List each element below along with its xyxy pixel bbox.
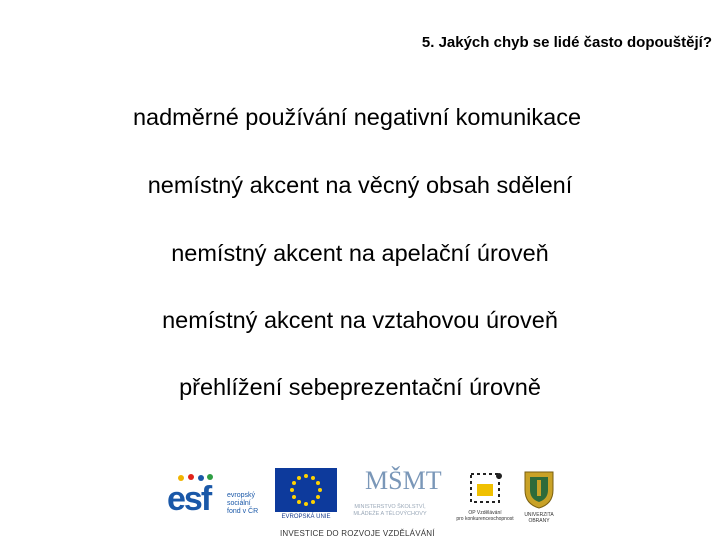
bullet-item: nemístný akcent na vztahovou úroveň — [162, 307, 558, 333]
uo-logo — [517, 468, 561, 524]
esf-logo — [165, 470, 270, 522]
shield-icon — [517, 468, 561, 510]
bullet-item: přehlížení sebeprezentační úrovně — [179, 374, 541, 400]
esf-text: evropský sociální fond v ČR — [227, 492, 259, 515]
bullet-item: nemístný akcent na věcný obsah sdělení — [147, 172, 573, 198]
eu-caption: EVROPSKÁ UNIE — [281, 514, 331, 520]
op-caption: OP Vzdělávání pro konkurenceschopnost — [456, 510, 514, 522]
msmt-caption: MINISTERSTVO ŠKOLSTVÍ, MLÁDEŽE A TĚLOVÝCHOVY — [353, 504, 427, 517]
uo-caption: UNIVERZITA OBRANY — [524, 512, 554, 524]
esf-wordmark: esf — [167, 480, 211, 518]
op-emblem-icon — [455, 470, 515, 508]
bullet-item: nemístný akcent na apelační úroveň — [171, 240, 549, 266]
eu-flag-icon — [275, 468, 337, 512]
msmt-logo — [340, 466, 440, 524]
op-logo — [455, 470, 515, 524]
investment-caption: INVESTICE DO ROZVOJE VZDĚLÁVÁNÍ — [280, 529, 435, 538]
slide-title: 5. Jakých chyb se lidé často dopouštějí? — [421, 34, 712, 51]
msmt-wordmark: MŠMT — [365, 466, 442, 495]
bullet-item: nadměrné používání negativní komunikace — [132, 104, 582, 130]
eu-logo — [275, 468, 337, 522]
